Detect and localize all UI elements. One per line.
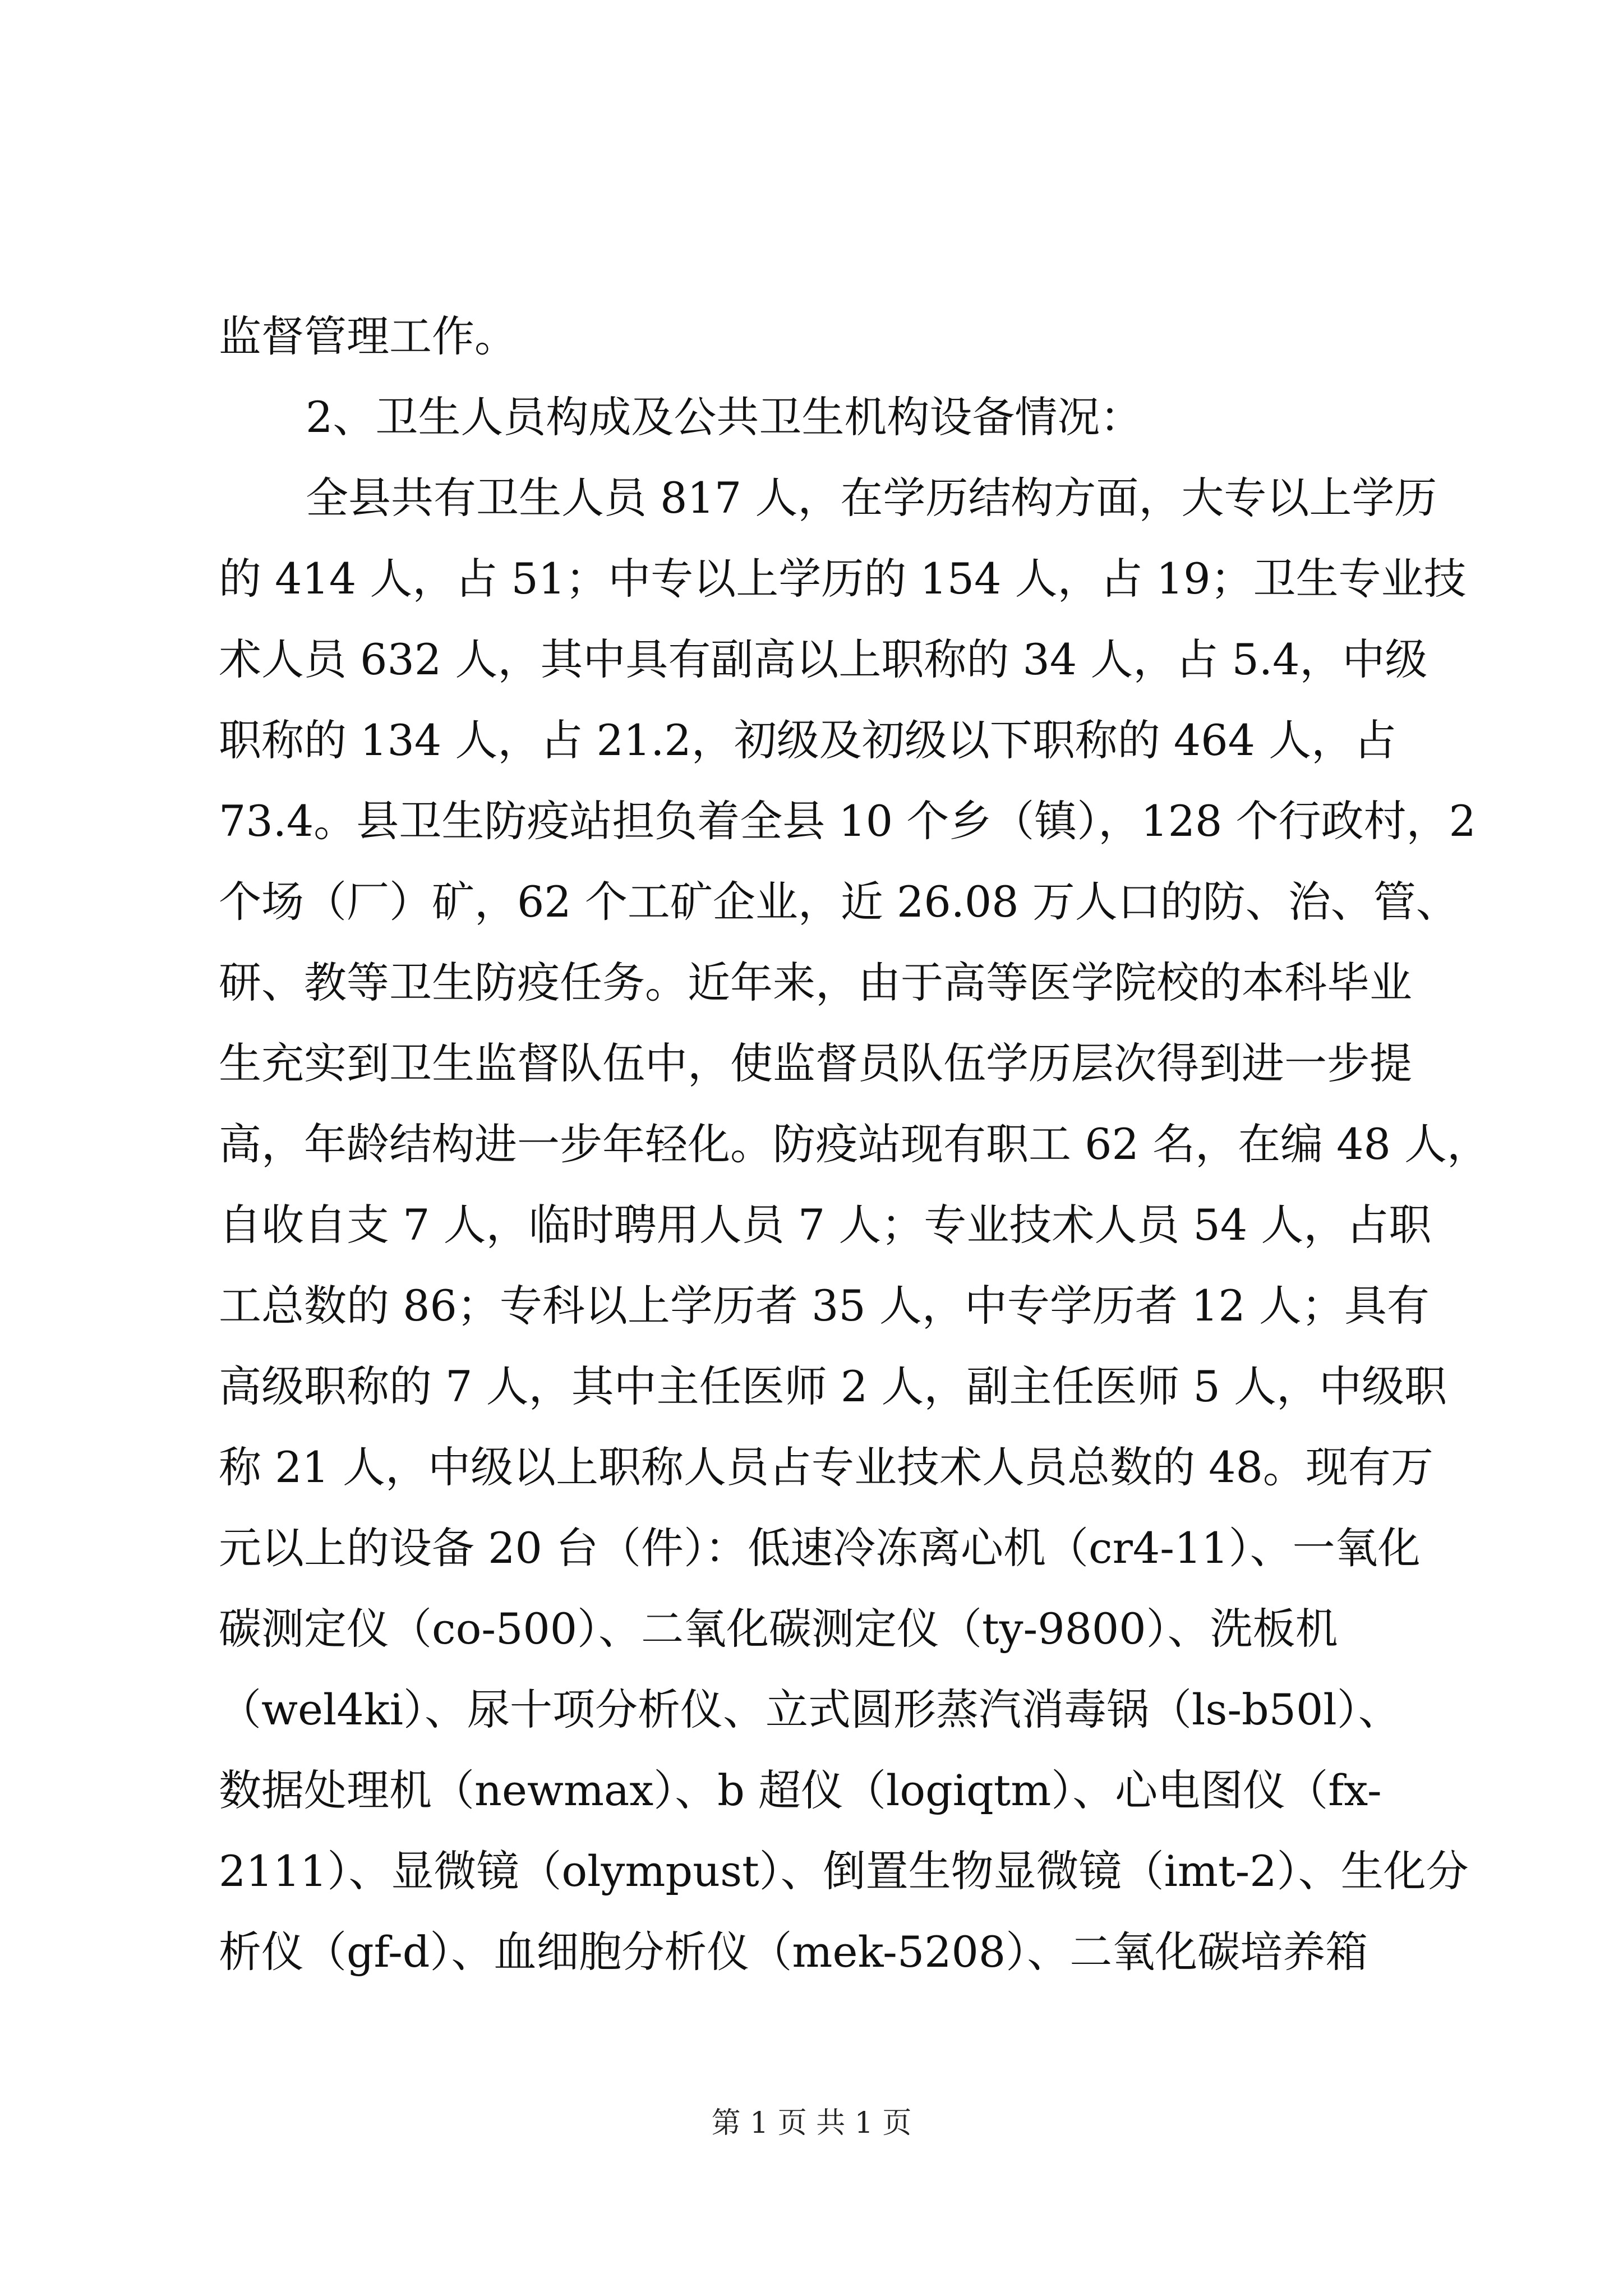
text-line: 的 414 人，占 51；中专以上学历的 154 人，占 19；卫生专业技 xyxy=(219,554,1467,604)
text-line: 析仪（gf-d）、血细胞分析仪（mek-5208）、二氧化碳培养箱 xyxy=(219,1927,1368,1977)
text-line: 职称的 134 人，占 21.2，初级及初级以下职称的 464 人，占 xyxy=(219,715,1397,765)
text-line: 工总数的 86；专科以上学历者 35 人，中专学历者 12 人；具有 xyxy=(219,1281,1430,1331)
text-line: 自收自支 7 人，临时聘用人员 7 人；专业技术人员 54 人，占职 xyxy=(219,1200,1432,1250)
text-line: 碳测定仪（co-500）、二氧化碳测定仪（ty-9800）、洗板机 xyxy=(219,1604,1338,1654)
text-line: 称 21 人，中级以上职称人员占专业技术人员总数的 48。现有万 xyxy=(219,1442,1433,1492)
text-line: 全县共有卫生人员 817 人，在学历结构方面，大专以上学历 xyxy=(306,473,1437,523)
text-line: 生充实到卫生监督队伍中，使监督员队伍学历层次得到进一步提 xyxy=(219,1038,1412,1088)
text-line: 个场（厂）矿，62 个工矿企业，近 26.08 万人口的防、治、管、 xyxy=(219,877,1459,927)
text-line: 高，年龄结构进一步年轻化。防疫站现有职工 62 名，在编 48 人， xyxy=(219,1119,1490,1169)
text-line: 数据处理机（newmax）、b 超仪（logiqtm）、心电图仪（fx- xyxy=(219,1765,1382,1815)
text-line: 监督管理工作。 xyxy=(219,311,517,361)
text-line: 术人员 632 人，其中具有副高以上职称的 34 人，占 5.4，中级 xyxy=(219,634,1428,684)
body-text xyxy=(219,296,1490,1993)
text-line: 研、教等卫生防疫任务。近年来，由于高等医学院校的本科毕业 xyxy=(219,958,1412,1007)
text-line: 高级职称的 7 人，其中主任医师 2 人，副主任医师 5 人，中级职 xyxy=(219,1361,1447,1411)
text-line: 元以上的设备 20 台（件）：低速冷冻离心机（cr4-11）、一氧化 xyxy=(219,1523,1421,1573)
text-line: （wel4ki）、尿十项分析仪、立式圆形蒸汽消毒锅（ls-b50l）、 xyxy=(219,1685,1401,1734)
section-heading: 2、卫生人员构成及公共卫生机构设备情况： xyxy=(306,392,1143,442)
page-footer: 第 1 页 共 1 页 xyxy=(711,2106,912,2140)
text-line: 2111）、显微镜（olympust）、倒置生物显微镜（imt-2）、生化分 xyxy=(219,1846,1469,1896)
text-line: 73.4。县卫生防疫站担负着全县 10 个乡（镇），128 个行政村，2 xyxy=(219,796,1476,846)
